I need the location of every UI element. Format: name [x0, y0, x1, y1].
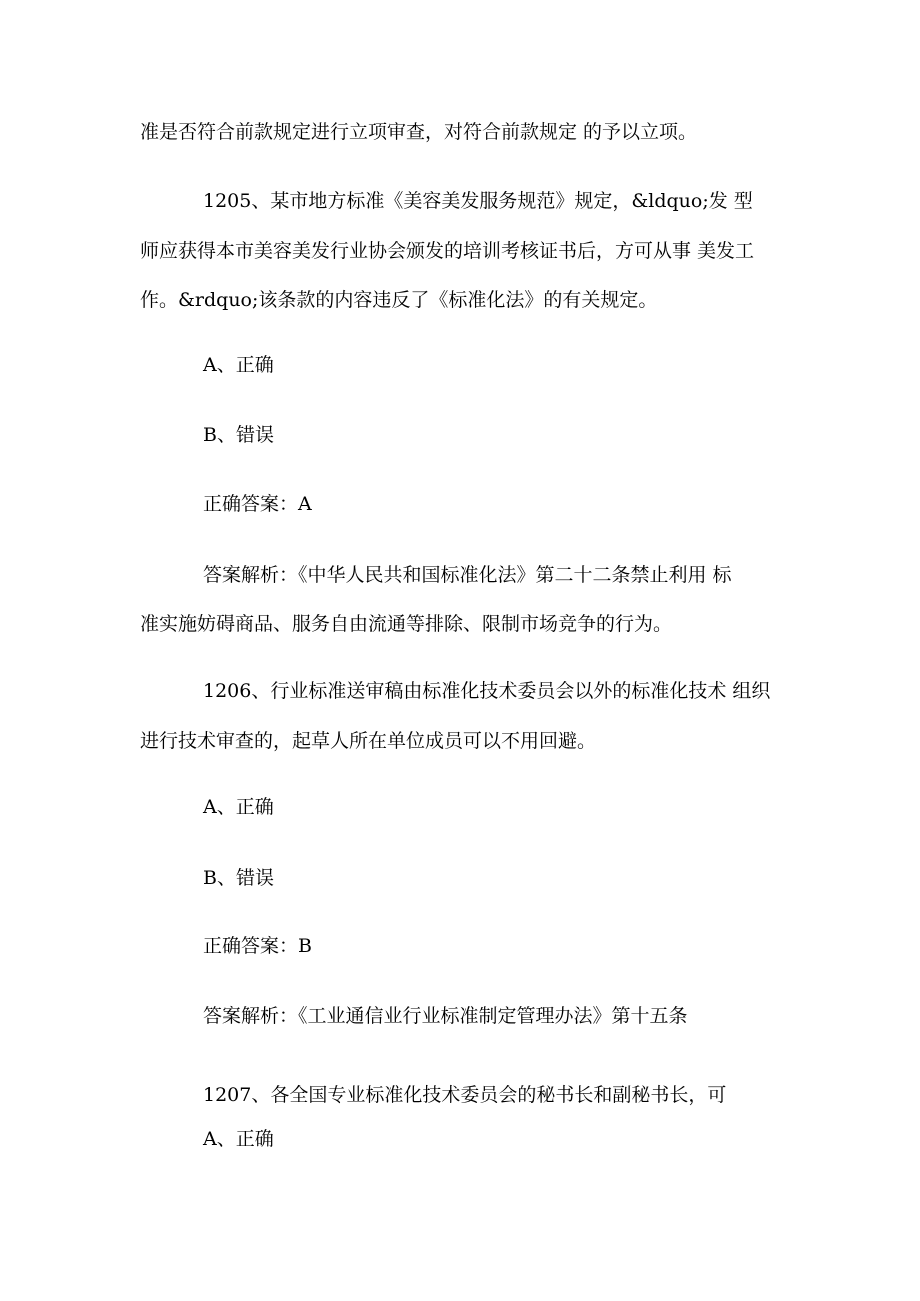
question-1206-line-2: 进行技术审查的，起草人所在单位成员可以不用回避。: [140, 730, 597, 752]
paragraph-continuation: 准是否符合前款规定进行立项审查，对符合前款规定 的予以立项。: [140, 121, 698, 143]
analysis-1205-line-1: 答案解析：《中华人民共和国标准化法》第二十二条禁止利用 标: [203, 564, 732, 586]
answer-1205: 正确答案：A: [203, 493, 312, 515]
option-a-1205: A、正确: [203, 354, 274, 376]
question-1205-line-2: 师应获得本市美容美发行业协会颁发的培训考核证书后，方可从事 美发工: [140, 240, 755, 262]
question-1207-line-1: 1207、各全国专业标准化技术委员会的秘书长和副秘书长，可: [203, 1084, 727, 1106]
question-1205-line-1: 1205、某市地方标准《美容美发服务规范》规定，&ldquo;发 型: [203, 190, 753, 212]
question-1205-line-3: 作。&rdquo;该条款的内容违反了《标准化法》的有关规定。: [140, 289, 658, 311]
option-b-1205: B、错误: [203, 424, 274, 446]
option-b-1206: B、错误: [203, 867, 274, 889]
question-1206-line-1: 1206、行业标准送审稿由标准化技术委员会以外的标准化技术 组织: [203, 680, 771, 702]
analysis-1205-line-2: 准实施妨碍商品、服务自由流通等排除、限制市场竞争的行为。: [140, 613, 673, 635]
analysis-1206: 答案解析：《工业通信业行业标准制定管理办法》第十五条: [203, 1005, 688, 1027]
option-a-1207: A、正确: [203, 1128, 274, 1150]
option-a-1206: A、正确: [203, 796, 274, 818]
answer-1206: 正确答案：B: [203, 935, 312, 957]
